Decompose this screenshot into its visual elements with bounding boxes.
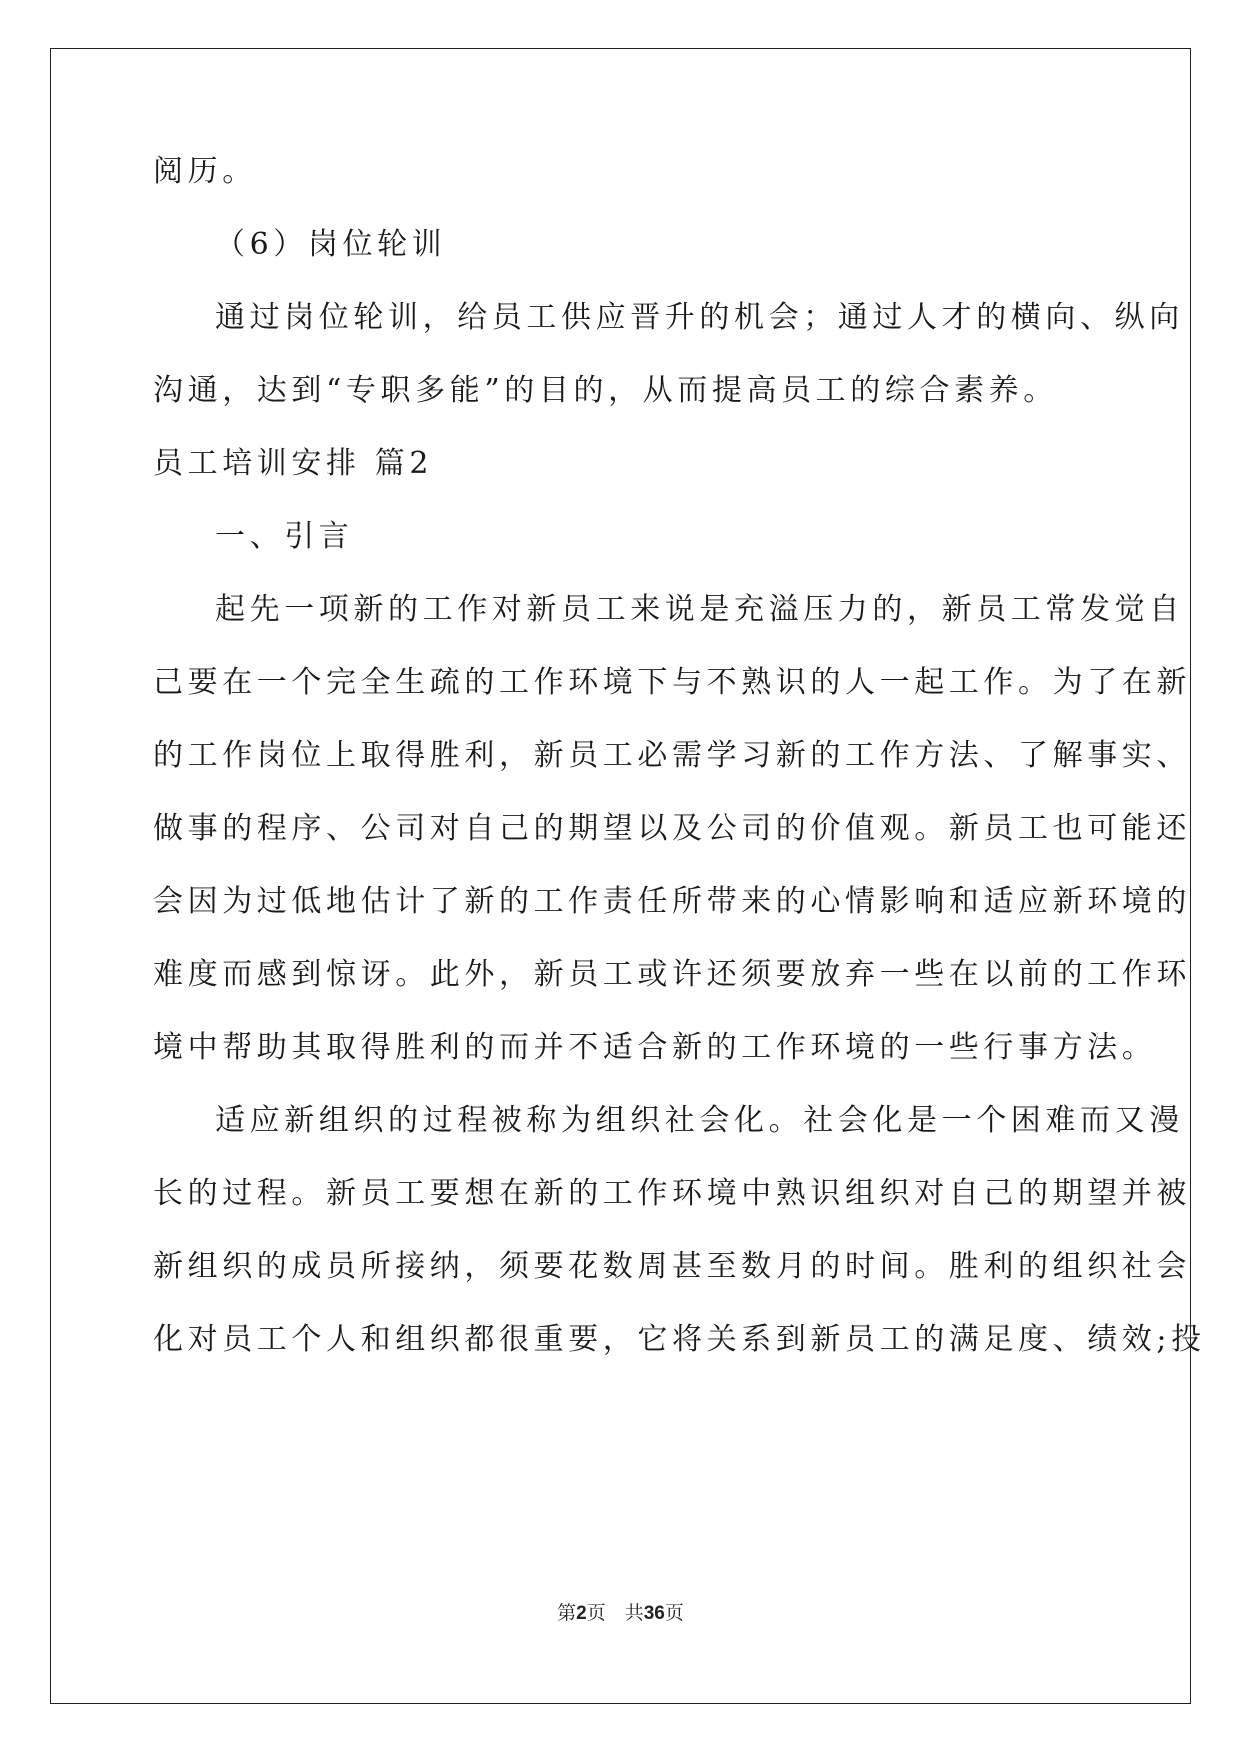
article-title: 员工培训安排 篇2 [153, 446, 434, 481]
section-heading-intro: 一、引言 [215, 519, 354, 554]
body-text-line: 做事的程序、公司对自己的期望以及公司的价值观。新员工也可能还 [153, 811, 1191, 846]
footer-total-suffix: 页 [664, 1603, 684, 1624]
body-text-line: 的工作岗位上取得胜利，新员工必需学习新的工作方法、了解事实、 [153, 738, 1191, 773]
page-border [50, 48, 1191, 1704]
body-text-line: 沟通，达到“专职多能”的目的，从而提高员工的综合素养。 [153, 373, 1058, 408]
section-heading-rotation: （6）岗位轮训 [215, 227, 447, 262]
total-page-count: 36 [643, 1603, 665, 1624]
body-text-line: 适应新组织的过程被称为组织社会化。社会化是一个困难而又漫 [215, 1103, 1184, 1138]
body-text-line: 会因为过低地估计了新的工作责任所带来的心情影响和适应新环境的 [153, 884, 1191, 919]
footer-page-suffix: 页 [586, 1603, 606, 1624]
body-text-line: 起先一项新的工作对新员工来说是充溢压力的，新员工常发觉自 [215, 592, 1184, 627]
body-text-line: 己要在一个完全生疏的工作环境下与不熟识的人一起工作。为了在新 [153, 665, 1191, 700]
current-page-number: 2 [576, 1603, 587, 1624]
footer-prefix: 第 [557, 1603, 577, 1624]
body-text-line: 通过岗位轮训，给员工供应晋升的机会；通过人才的横向、纵向 [215, 300, 1184, 335]
body-text-line: 新组织的成员所接纳，须要花数周甚至数月的时间。胜利的组织社会 [153, 1249, 1191, 1284]
footer-total-prefix: 共 [624, 1603, 644, 1624]
body-text-line: 难度而感到惊讶。此外，新员工或许还须要放弃一些在以前的工作环 [153, 957, 1191, 992]
body-text-line: 阅历。 [153, 154, 257, 189]
body-text-line: 长的过程。新员工要想在新的工作环境中熟识组织对自己的期望并被 [153, 1176, 1191, 1211]
body-text-line: 境中帮助其取得胜利的而并不适合新的工作环境的一些行事方法。 [153, 1030, 1157, 1065]
page-footer [0, 1602, 1241, 1626]
body-text-line: 化对员工个人和组织都很重要，它将关系到新员工的满足度、绩效;投 [153, 1322, 1206, 1357]
